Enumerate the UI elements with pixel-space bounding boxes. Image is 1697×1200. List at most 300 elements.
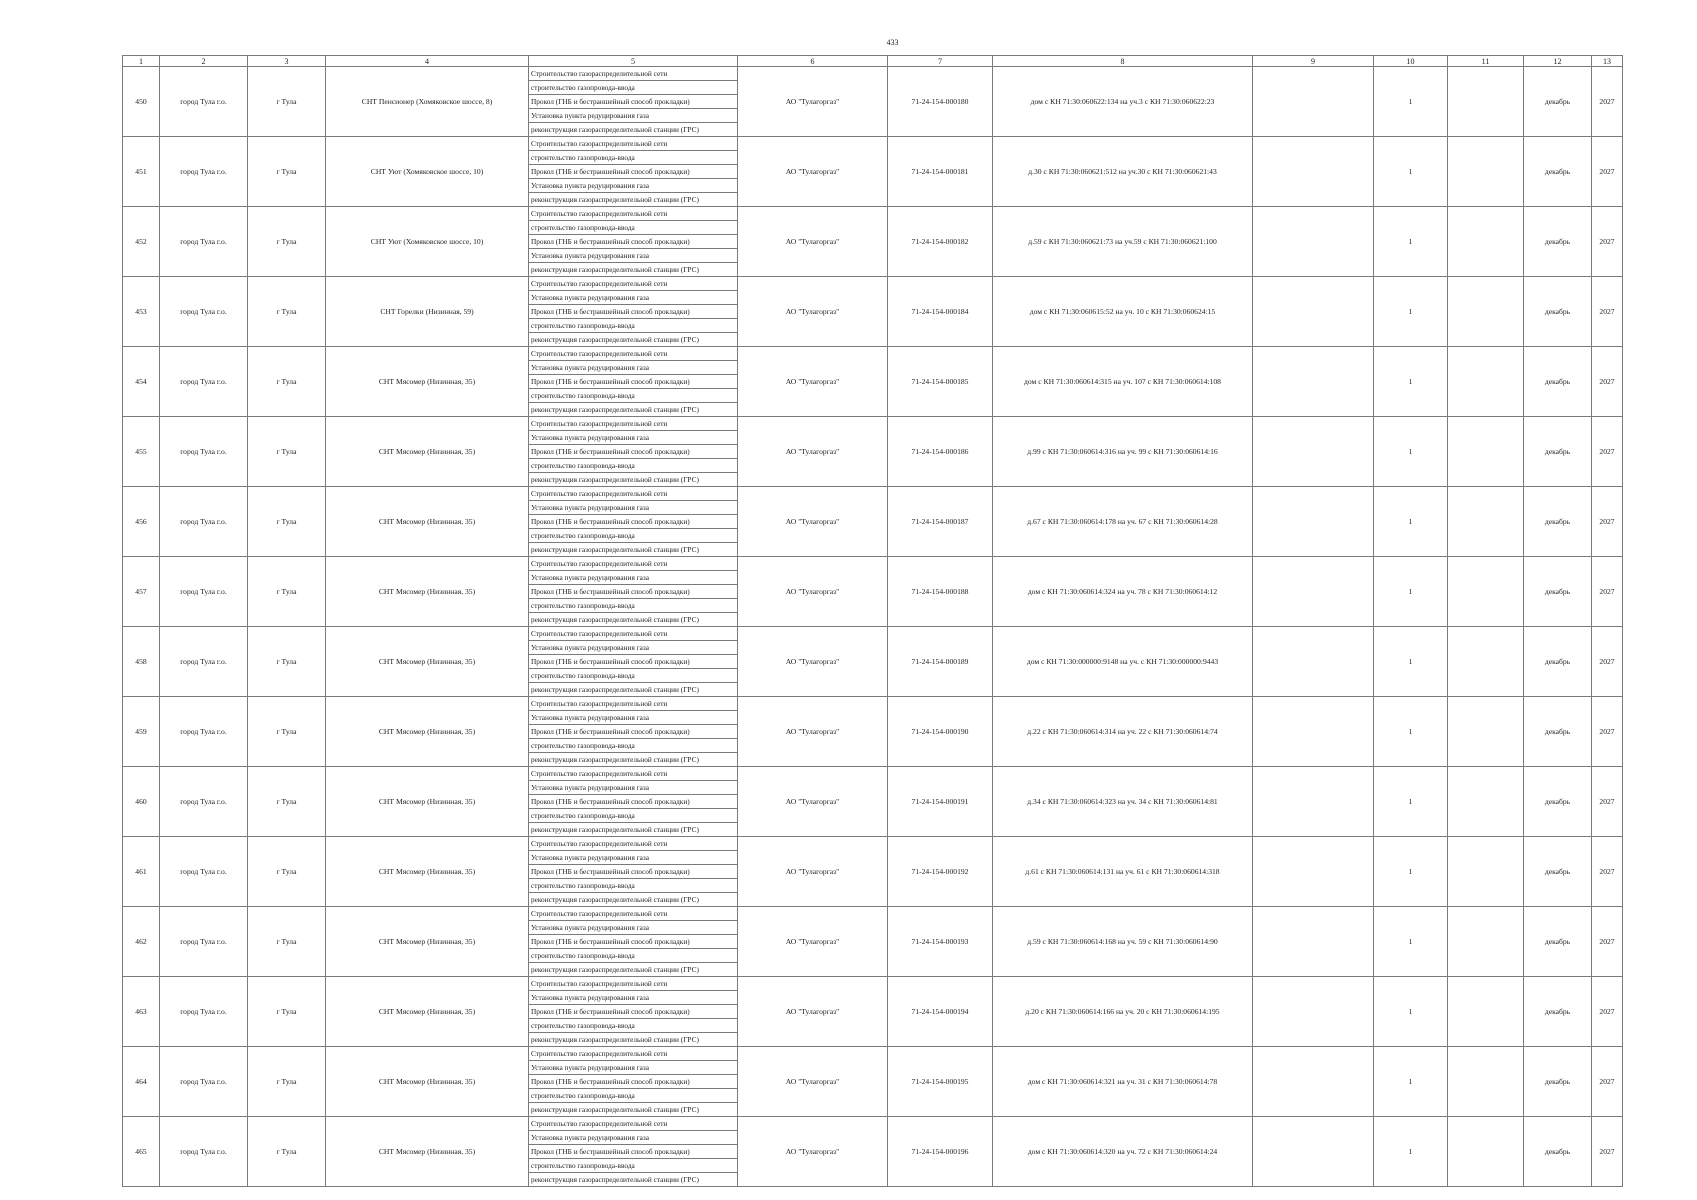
work-type-cell: Строительство газораспределительной сети	[529, 697, 738, 711]
column-9-cell	[1253, 1117, 1374, 1187]
operator-cell: АО "Тулагоргаз"	[738, 347, 888, 417]
year-cell: 2027	[1592, 1047, 1623, 1117]
table-row	[123, 557, 1623, 571]
work-type-cell: Строительство газораспределительной сети	[529, 557, 738, 571]
year-cell: 2027	[1592, 767, 1623, 837]
application-number-cell: 71-24-154-000181	[888, 137, 993, 207]
application-number-cell: 71-24-154-000180	[888, 67, 993, 137]
column-9-cell	[1253, 207, 1374, 277]
work-type-cell: Прокол (ГНБ и бестраншейный способ прокладки)	[529, 375, 738, 389]
cadastre-cell: дом с КН 71:30:060614:315 на уч. 107 с КН 71:30:060614:108	[993, 347, 1253, 417]
column-9-cell	[1253, 137, 1374, 207]
work-type-cell: Прокол (ГНБ и бестраншейный способ прокладки)	[529, 1075, 738, 1089]
work-type-cell: Установка пункта редуцирования газа	[529, 781, 738, 795]
table-row	[123, 417, 1623, 431]
column-11-cell	[1448, 277, 1524, 347]
locality-cell: г Тула	[248, 767, 326, 837]
year-cell: 2027	[1592, 977, 1623, 1047]
column-9-cell	[1253, 977, 1374, 1047]
table-row	[123, 1047, 1623, 1061]
month-cell: декабрь	[1524, 417, 1592, 487]
locality-cell: г Тула	[248, 977, 326, 1047]
work-type-cell: строительство газопровода-ввода	[529, 459, 738, 473]
work-type-cell: строительство газопровода-ввода	[529, 221, 738, 235]
column-11-cell	[1448, 767, 1524, 837]
application-number-cell: 71-24-154-000187	[888, 487, 993, 557]
quantity-cell: 1	[1374, 837, 1448, 907]
column-11-cell	[1448, 697, 1524, 767]
municipality-cell: город Тула г.о.	[160, 347, 248, 417]
quantity-cell: 1	[1374, 417, 1448, 487]
year-cell: 2027	[1592, 627, 1623, 697]
application-number-cell: 71-24-154-000195	[888, 1047, 993, 1117]
column-number: 9	[1253, 56, 1374, 67]
object-name-cell: СНТ Горелки (Низинная, 59)	[326, 277, 529, 347]
work-type-cell: Прокол (ГНБ и бестраншейный способ прокладки)	[529, 165, 738, 179]
row-number: 450	[123, 67, 160, 137]
row-number: 454	[123, 347, 160, 417]
municipality-cell: город Тула г.о.	[160, 67, 248, 137]
quantity-cell: 1	[1374, 907, 1448, 977]
application-number-cell: 71-24-154-000190	[888, 697, 993, 767]
municipality-cell: город Тула г.о.	[160, 627, 248, 697]
work-type-cell: Прокол (ГНБ и бестраншейный способ прокладки)	[529, 515, 738, 529]
column-9-cell	[1253, 767, 1374, 837]
locality-cell: г Тула	[248, 347, 326, 417]
work-type-cell: Прокол (ГНБ и бестраншейный способ прокладки)	[529, 655, 738, 669]
row-number: 458	[123, 627, 160, 697]
application-number-cell: 71-24-154-000191	[888, 767, 993, 837]
municipality-cell: город Тула г.о.	[160, 487, 248, 557]
work-type-cell: реконструкция газораспределительной станции (ГРС)	[529, 473, 738, 487]
application-number-cell: 71-24-154-000193	[888, 907, 993, 977]
month-cell: декабрь	[1524, 697, 1592, 767]
application-number-cell: 71-24-154-000189	[888, 627, 993, 697]
work-type-cell: Установка пункта редуцирования газа	[529, 711, 738, 725]
object-name-cell: СНТ Мясомер (Низинная, 35)	[326, 1047, 529, 1117]
column-9-cell	[1253, 557, 1374, 627]
quantity-cell: 1	[1374, 1117, 1448, 1187]
quantity-cell: 1	[1374, 347, 1448, 417]
work-type-cell: Установка пункта редуцирования газа	[529, 1131, 738, 1145]
table-row	[123, 347, 1623, 361]
month-cell: декабрь	[1524, 487, 1592, 557]
operator-cell: АО "Тулагоргаз"	[738, 627, 888, 697]
operator-cell: АО "Тулагоргаз"	[738, 907, 888, 977]
column-9-cell	[1253, 417, 1374, 487]
work-type-cell: реконструкция газораспределительной станции (ГРС)	[529, 753, 738, 767]
work-type-cell: строительство газопровода-ввода	[529, 809, 738, 823]
work-type-cell: Установка пункта редуцирования газа	[529, 109, 738, 123]
column-9-cell	[1253, 487, 1374, 557]
quantity-cell: 1	[1374, 977, 1448, 1047]
row-number: 455	[123, 417, 160, 487]
column-11-cell	[1448, 1047, 1524, 1117]
column-11-cell	[1448, 417, 1524, 487]
table-row	[123, 697, 1623, 711]
work-type-cell: реконструкция газораспределительной станции (ГРС)	[529, 963, 738, 977]
table-row	[123, 907, 1623, 921]
year-cell: 2027	[1592, 907, 1623, 977]
work-type-cell: Установка пункта редуцирования газа	[529, 179, 738, 193]
work-type-cell: Строительство газораспределительной сети	[529, 137, 738, 151]
column-11-cell	[1448, 627, 1524, 697]
year-cell: 2027	[1592, 837, 1623, 907]
month-cell: декабрь	[1524, 907, 1592, 977]
column-9-cell	[1253, 67, 1374, 137]
locality-cell: г Тула	[248, 627, 326, 697]
work-type-cell: реконструкция газораспределительной станции (ГРС)	[529, 893, 738, 907]
year-cell: 2027	[1592, 347, 1623, 417]
cadastre-cell: д.99 с КН 71:30:060614:316 на уч. 99 с КН 71:30:060614:16	[993, 417, 1253, 487]
work-type-cell: строительство газопровода-ввода	[529, 669, 738, 683]
municipality-cell: город Тула г.о.	[160, 977, 248, 1047]
cadastre-cell: дом с КН 71:30:060615:52 на уч. 10 с КН 71:30:060624:15	[993, 277, 1253, 347]
work-type-cell: реконструкция газораспределительной станции (ГРС)	[529, 403, 738, 417]
row-number: 457	[123, 557, 160, 627]
work-type-cell: Установка пункта редуцирования газа	[529, 1061, 738, 1075]
operator-cell: АО "Тулагоргаз"	[738, 1117, 888, 1187]
work-type-cell: Установка пункта редуцирования газа	[529, 921, 738, 935]
year-cell: 2027	[1592, 1117, 1623, 1187]
month-cell: декабрь	[1524, 627, 1592, 697]
work-type-cell: Прокол (ГНБ и бестраншейный способ прокладки)	[529, 95, 738, 109]
month-cell: декабрь	[1524, 347, 1592, 417]
operator-cell: АО "Тулагоргаз"	[738, 207, 888, 277]
row-number: 452	[123, 207, 160, 277]
work-type-cell: Строительство газораспределительной сети	[529, 347, 738, 361]
object-name-cell: СНТ Уют (Хомяковское шоссе, 10)	[326, 137, 529, 207]
cadastre-cell: дом с КН 71:30:060614:321 на уч. 31 с КН 71:30:060614:78	[993, 1047, 1253, 1117]
work-type-cell: Строительство газораспределительной сети	[529, 977, 738, 991]
year-cell: 2027	[1592, 207, 1623, 277]
work-type-cell: строительство газопровода-ввода	[529, 739, 738, 753]
work-type-cell: Прокол (ГНБ и бестраншейный способ прокладки)	[529, 795, 738, 809]
application-number-cell: 71-24-154-000188	[888, 557, 993, 627]
work-type-cell: строительство газопровода-ввода	[529, 81, 738, 95]
object-name-cell: СНТ Мясомер (Низинная, 35)	[326, 347, 529, 417]
work-type-cell: Установка пункта редуцирования газа	[529, 291, 738, 305]
column-number: 6	[738, 56, 888, 67]
column-11-cell	[1448, 67, 1524, 137]
operator-cell: АО "Тулагоргаз"	[738, 67, 888, 137]
municipality-cell: город Тула г.о.	[160, 837, 248, 907]
work-type-cell: реконструкция газораспределительной станции (ГРС)	[529, 1103, 738, 1117]
work-type-cell: реконструкция газораспределительной станции (ГРС)	[529, 683, 738, 697]
work-type-cell: реконструкция газораспределительной станции (ГРС)	[529, 613, 738, 627]
municipality-cell: город Тула г.о.	[160, 207, 248, 277]
work-type-cell: строительство газопровода-ввода	[529, 1159, 738, 1173]
operator-cell: АО "Тулагоргаз"	[738, 977, 888, 1047]
month-cell: декабрь	[1524, 67, 1592, 137]
column-9-cell	[1253, 697, 1374, 767]
work-type-cell: Прокол (ГНБ и бестраншейный способ прокладки)	[529, 585, 738, 599]
operator-cell: АО "Тулагоргаз"	[738, 137, 888, 207]
column-9-cell	[1253, 837, 1374, 907]
row-number: 464	[123, 1047, 160, 1117]
locality-cell: г Тула	[248, 1047, 326, 1117]
month-cell: декабрь	[1524, 977, 1592, 1047]
column-9-cell	[1253, 627, 1374, 697]
work-type-cell: Установка пункта редуцирования газа	[529, 851, 738, 865]
work-type-cell: Строительство газораспределительной сети	[529, 627, 738, 641]
application-number-cell: 71-24-154-000182	[888, 207, 993, 277]
work-type-cell: Прокол (ГНБ и бестраншейный способ прокладки)	[529, 1145, 738, 1159]
work-type-cell: Строительство газораспределительной сети	[529, 837, 738, 851]
column-9-cell	[1253, 277, 1374, 347]
application-number-cell: 71-24-154-000186	[888, 417, 993, 487]
month-cell: декабрь	[1524, 137, 1592, 207]
cadastre-cell: д.22 с КН 71:30:060614:314 на уч. 22 с КН 71:30:060614:74	[993, 697, 1253, 767]
work-type-cell: строительство газопровода-ввода	[529, 389, 738, 403]
year-cell: 2027	[1592, 417, 1623, 487]
cadastre-cell: д.34 с КН 71:30:060614:323 на уч. 34 с КН 71:30:060614:81	[993, 767, 1253, 837]
column-11-cell	[1448, 347, 1524, 417]
work-type-cell: Строительство газораспределительной сети	[529, 767, 738, 781]
object-name-cell: СНТ Мясомер (Низинная, 35)	[326, 697, 529, 767]
column-number: 3	[248, 56, 326, 67]
column-9-cell	[1253, 347, 1374, 417]
row-number: 456	[123, 487, 160, 557]
locality-cell: г Тула	[248, 907, 326, 977]
operator-cell: АО "Тулагоргаз"	[738, 1047, 888, 1117]
cadastre-cell: д.67 с КН 71:30:060614:178 на уч. 67 с КН 71:30:060614:28	[993, 487, 1253, 557]
column-number: 8	[993, 56, 1253, 67]
work-type-cell: Прокол (ГНБ и бестраншейный способ прокладки)	[529, 1005, 738, 1019]
work-type-cell: Строительство газораспределительной сети	[529, 417, 738, 431]
table-row	[123, 207, 1623, 221]
work-type-cell: строительство газопровода-ввода	[529, 151, 738, 165]
work-type-cell: Прокол (ГНБ и бестраншейный способ прокладки)	[529, 725, 738, 739]
column-11-cell	[1448, 907, 1524, 977]
column-number: 12	[1524, 56, 1592, 67]
column-11-cell	[1448, 977, 1524, 1047]
column-11-cell	[1448, 487, 1524, 557]
row-number: 460	[123, 767, 160, 837]
work-type-cell: строительство газопровода-ввода	[529, 949, 738, 963]
operator-cell: АО "Тулагоргаз"	[738, 557, 888, 627]
cadastre-cell: д.30 с КН 71:30:060621:512 на уч.30 с КН 71:30:060621:43	[993, 137, 1253, 207]
table-row	[123, 837, 1623, 851]
work-type-cell: Прокол (ГНБ и бестраншейный способ прокладки)	[529, 865, 738, 879]
locality-cell: г Тула	[248, 557, 326, 627]
work-type-cell: Установка пункта редуцирования газа	[529, 249, 738, 263]
table-row	[123, 277, 1623, 291]
application-number-cell: 71-24-154-000185	[888, 347, 993, 417]
object-name-cell: СНТ Уют (Хомяковское шоссе, 10)	[326, 207, 529, 277]
work-type-cell: реконструкция газораспределительной станции (ГРС)	[529, 333, 738, 347]
municipality-cell: город Тула г.о.	[160, 1047, 248, 1117]
year-cell: 2027	[1592, 697, 1623, 767]
work-type-cell: реконструкция газораспределительной станции (ГРС)	[529, 1173, 738, 1187]
work-type-cell: Прокол (ГНБ и бестраншейный способ прокладки)	[529, 445, 738, 459]
table-row	[123, 977, 1623, 991]
application-number-cell: 71-24-154-000194	[888, 977, 993, 1047]
month-cell: декабрь	[1524, 1047, 1592, 1117]
month-cell: декабрь	[1524, 767, 1592, 837]
municipality-cell: город Тула г.о.	[160, 137, 248, 207]
object-name-cell: СНТ Мясомер (Низинная, 35)	[326, 627, 529, 697]
row-number: 451	[123, 137, 160, 207]
object-name-cell: СНТ Мясомер (Низинная, 35)	[326, 557, 529, 627]
column-number: 2	[160, 56, 248, 67]
object-name-cell: СНТ Мясомер (Низинная, 35)	[326, 417, 529, 487]
locality-cell: г Тула	[248, 277, 326, 347]
year-cell: 2027	[1592, 67, 1623, 137]
month-cell: декабрь	[1524, 837, 1592, 907]
quantity-cell: 1	[1374, 277, 1448, 347]
quantity-cell: 1	[1374, 627, 1448, 697]
work-type-cell: строительство газопровода-ввода	[529, 1089, 738, 1103]
quantity-cell: 1	[1374, 1047, 1448, 1117]
work-type-cell: Установка пункта редуцирования газа	[529, 991, 738, 1005]
work-type-cell: Строительство газораспределительной сети	[529, 67, 738, 81]
month-cell: декабрь	[1524, 207, 1592, 277]
column-9-cell	[1253, 1047, 1374, 1117]
work-type-cell: реконструкция газораспределительной станции (ГРС)	[529, 543, 738, 557]
application-number-cell: 71-24-154-000192	[888, 837, 993, 907]
locality-cell: г Тула	[248, 137, 326, 207]
object-name-cell: СНТ Мясомер (Низинная, 35)	[326, 487, 529, 557]
municipality-cell: город Тула г.о.	[160, 697, 248, 767]
cadastre-cell: дом с КН 71:30:000000:9148 на уч. с КН 71:30:000000:9443	[993, 627, 1253, 697]
municipality-cell: город Тула г.о.	[160, 1117, 248, 1187]
operator-cell: АО "Тулагоргаз"	[738, 487, 888, 557]
work-type-cell: Строительство газораспределительной сети	[529, 1117, 738, 1131]
work-type-cell: реконструкция газораспределительной станции (ГРС)	[529, 823, 738, 837]
work-type-cell: реконструкция газораспределительной станции (ГРС)	[529, 123, 738, 137]
year-cell: 2027	[1592, 137, 1623, 207]
quantity-cell: 1	[1374, 207, 1448, 277]
quantity-cell: 1	[1374, 557, 1448, 627]
table-row	[123, 627, 1623, 641]
locality-cell: г Тула	[248, 487, 326, 557]
work-type-cell: строительство газопровода-ввода	[529, 319, 738, 333]
column-11-cell	[1448, 557, 1524, 627]
year-cell: 2027	[1592, 487, 1623, 557]
column-11-cell	[1448, 137, 1524, 207]
work-type-cell: реконструкция газораспределительной станции (ГРС)	[529, 193, 738, 207]
table-row	[123, 487, 1623, 501]
application-number-cell: 71-24-154-000184	[888, 277, 993, 347]
work-type-cell: Установка пункта редуцирования газа	[529, 501, 738, 515]
work-type-cell: Прокол (ГНБ и бестраншейный способ прокладки)	[529, 305, 738, 319]
operator-cell: АО "Тулагоргаз"	[738, 277, 888, 347]
work-type-cell: Строительство газораспределительной сети	[529, 907, 738, 921]
work-type-cell: Установка пункта редуцирования газа	[529, 431, 738, 445]
work-type-cell: строительство газопровода-ввода	[529, 1019, 738, 1033]
quantity-cell: 1	[1374, 697, 1448, 767]
column-number: 13	[1592, 56, 1623, 67]
cadastre-cell: д.20 с КН 71:30:060614:166 на уч. 20 с КН 71:30:060614:195	[993, 977, 1253, 1047]
quantity-cell: 1	[1374, 137, 1448, 207]
row-number: 461	[123, 837, 160, 907]
work-type-cell: Установка пункта редуцирования газа	[529, 361, 738, 375]
quantity-cell: 1	[1374, 487, 1448, 557]
work-type-cell: реконструкция газораспределительной станции (ГРС)	[529, 263, 738, 277]
object-name-cell: СНТ Мясомер (Низинная, 35)	[326, 837, 529, 907]
municipality-cell: город Тула г.о.	[160, 767, 248, 837]
table-row	[123, 1117, 1623, 1131]
cadastre-cell: д.59 с КН 71:30:060614:168 на уч. 59 с КН 71:30:060614:90	[993, 907, 1253, 977]
cadastre-cell: д.61 с КН 71:30:060614:131 на уч. 61 с КН 71:30:060614:318	[993, 837, 1253, 907]
cadastre-cell: дом с КН 71:30:060614:320 на уч. 72 с КН 71:30:060614:24	[993, 1117, 1253, 1187]
column-number: 10	[1374, 56, 1448, 67]
locality-cell: г Тула	[248, 207, 326, 277]
column-number: 11	[1448, 56, 1524, 67]
object-name-cell: СНТ Пенсионер (Хомяковское шоссе, 8)	[326, 67, 529, 137]
locality-cell: г Тула	[248, 697, 326, 767]
work-type-cell: Строительство газораспределительной сети	[529, 277, 738, 291]
cadastre-cell: дом с КН 71:30:060622:134 на уч.3 с КН 71:30:060622:23	[993, 67, 1253, 137]
month-cell: декабрь	[1524, 557, 1592, 627]
object-name-cell: СНТ Мясомер (Низинная, 35)	[326, 907, 529, 977]
municipality-cell: город Тула г.о.	[160, 557, 248, 627]
column-number: 4	[326, 56, 529, 67]
municipality-cell: город Тула г.о.	[160, 277, 248, 347]
cadastre-cell: д.59 с КН 71:30:060621:73 на уч.59 с КН 71:30:060621:100	[993, 207, 1253, 277]
work-type-cell: строительство газопровода-ввода	[529, 529, 738, 543]
operator-cell: АО "Тулагоргаз"	[738, 697, 888, 767]
row-number: 459	[123, 697, 160, 767]
year-cell: 2027	[1592, 557, 1623, 627]
work-type-cell: строительство газопровода-ввода	[529, 879, 738, 893]
column-number: 7	[888, 56, 993, 67]
row-number: 462	[123, 907, 160, 977]
table-row	[123, 767, 1623, 781]
object-name-cell: СНТ Мясомер (Низинная, 35)	[326, 767, 529, 837]
locality-cell: г Тула	[248, 837, 326, 907]
month-cell: декабрь	[1524, 277, 1592, 347]
work-type-cell: Строительство газораспределительной сети	[529, 487, 738, 501]
work-type-cell: Установка пункта редуцирования газа	[529, 571, 738, 585]
work-type-cell: Строительство газораспределительной сети	[529, 207, 738, 221]
row-number: 465	[123, 1117, 160, 1187]
gasification-register-table	[122, 55, 1623, 1187]
work-type-cell: Прокол (ГНБ и бестраншейный способ прокладки)	[529, 935, 738, 949]
work-type-cell: Установка пункта редуцирования газа	[529, 641, 738, 655]
quantity-cell: 1	[1374, 767, 1448, 837]
object-name-cell: СНТ Мясомер (Низинная, 35)	[326, 977, 529, 1047]
municipality-cell: город Тула г.о.	[160, 907, 248, 977]
work-type-cell: реконструкция газораспределительной станции (ГРС)	[529, 1033, 738, 1047]
locality-cell: г Тула	[248, 417, 326, 487]
column-9-cell	[1253, 907, 1374, 977]
column-number: 1	[123, 56, 160, 67]
cadastre-cell: дом с КН 71:30:060614:324 на уч. 78 с КН 71:30:060614:12	[993, 557, 1253, 627]
column-11-cell	[1448, 1117, 1524, 1187]
quantity-cell: 1	[1374, 67, 1448, 137]
work-type-cell: Прокол (ГНБ и бестраншейный способ прокладки)	[529, 235, 738, 249]
page-number: 433	[886, 38, 899, 47]
column-number-row	[123, 56, 1623, 67]
year-cell: 2027	[1592, 277, 1623, 347]
application-number-cell: 71-24-154-000196	[888, 1117, 993, 1187]
table-row	[123, 67, 1623, 81]
operator-cell: АО "Тулагоргаз"	[738, 417, 888, 487]
column-11-cell	[1448, 207, 1524, 277]
row-number: 453	[123, 277, 160, 347]
month-cell: декабрь	[1524, 1117, 1592, 1187]
work-type-cell: строительство газопровода-ввода	[529, 599, 738, 613]
operator-cell: АО "Тулагоргаз"	[738, 767, 888, 837]
operator-cell: АО "Тулагоргаз"	[738, 837, 888, 907]
column-number: 5	[529, 56, 738, 67]
column-11-cell	[1448, 837, 1524, 907]
municipality-cell: город Тула г.о.	[160, 417, 248, 487]
table-row	[123, 137, 1623, 151]
locality-cell: г Тула	[248, 1117, 326, 1187]
